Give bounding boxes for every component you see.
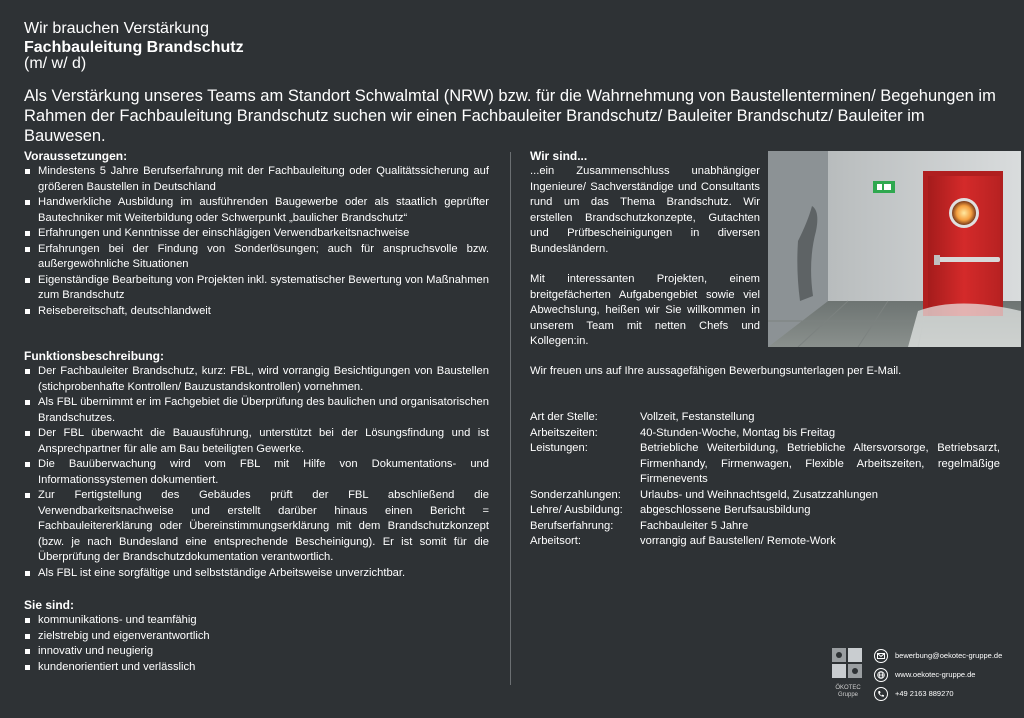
phone-icon — [874, 687, 888, 701]
contact-web-row[interactable] — [874, 665, 1002, 684]
table-row — [530, 441, 1000, 488]
list-item: Als FBL ist eine sorgfältige und selbstständige Arbeitsweise unverzichtbar. — [24, 566, 489, 582]
detail-label: Arbeitszeiten: — [530, 426, 598, 439]
detail-value: 40-Stunden-Woche, Montag bis Freitag — [640, 426, 836, 439]
list-item: Der Fachbauleiter Brandschutz, kurz: FBL, wird vorrangig Besichtigungen von Baustellen (stichprobenhafte Kontrollen/ Bauzustandskontrollen) vornehmen. — [24, 364, 489, 395]
web-icon — [874, 668, 888, 682]
list-item: kommunikations- und teamfähig — [24, 613, 489, 629]
list-item: Zur Fertigstellung des Gebäudes prüft der FBL abschließend die Verwendbarkeitsnachweise und erstellt darüber hinaus einen Bericht = Fachbauleitererklärung oder Übereinstimmungserklärung mit dem Brandschutzkonzept (bzw. je nach Bundesland eine entsprechende Bescheinigung). Er ist somit für die Überprüfung der Brandschutzdokumentation verantwortlich. — [24, 488, 489, 566]
detail-label: Leistungen: — [530, 442, 588, 454]
fire-door-illustration — [768, 151, 1021, 347]
contact-email[interactable]: bewerbung@oekotec-gruppe.de — [895, 651, 1003, 660]
traits-section — [24, 598, 489, 675]
detail-value: abgeschlossene Berufsausbildung — [640, 504, 811, 516]
list-item: Eigenständige Bearbeitung von Projekten inkl. systematischer Bewertung von Maßnahmen zum Brandschutz — [24, 273, 489, 304]
table-row — [530, 534, 1000, 550]
list-item: Mindestens 5 Jahre Berufserfahrung mit der Fachbauleitung oder Qualitätssicherung auf größeren Baustellen in Deutschland — [24, 164, 489, 195]
functions-section — [24, 349, 489, 581]
about-paragraph: ...ein Zusammenschluss unabhängiger Ingenieure/ Sachverständige und Consultants rund um das Thema Brandschutz. Wir erstellen Brandschutzkonzepte, Gutachten und Prüfbescheinigungen in diversen Bundesländern. — [530, 165, 760, 255]
detail-value: Urlaubs- und Weihnachtsgeld, Zusatzzahlungen — [640, 488, 878, 501]
about-title: Wir sind... — [530, 149, 588, 163]
list-item: Handwerkliche Ausbildung im ausführenden Baugewerbe oder als staatlich geprüfter Bautechniker mit Weiterbildung oder Schwerpunkt „baulicher Brandschutz“ — [24, 195, 489, 226]
requirements-section — [24, 149, 489, 319]
detail-label: Lehre/ Ausbildung: — [530, 504, 623, 516]
fire-door-image — [768, 151, 1021, 347]
table-row — [530, 410, 1000, 426]
job-details-table — [530, 410, 1000, 550]
column-divider — [510, 152, 511, 685]
contact-phone[interactable]: +49 2163 889270 — [895, 689, 954, 698]
detail-label: Berufserfahrung: — [530, 519, 614, 532]
contact-block — [874, 646, 1002, 703]
list-item: kundenorientiert und verlässlich — [24, 660, 489, 676]
list-item: Der FBL überwacht die Bauausführung, unterstützt bei der Lösungsfindung und ist Ansprechpartner für alle am Bau beteiligten Gewerke. — [24, 426, 489, 457]
about-paragraph: Mit interessanten Projekten, einem breitgefächerten Aufgabengebiet sowie viel Abwechslung, heißen wir Sie willkommen in unserem Team mit netten Chefs und Kollegen:in. — [530, 273, 760, 347]
application-cta: Wir freuen uns auf Ihre aussagefähigen Bewerbungsunterlagen per E-Mail. — [530, 365, 902, 377]
table-row — [530, 503, 1000, 519]
list-item: Erfahrungen und Kenntnisse der einschlägigen Verwendbarkeitsnachweise — [24, 226, 489, 242]
list-item: Reisebereitschaft, deutschlandweit — [24, 304, 489, 320]
table-row — [530, 488, 1000, 504]
contact-web[interactable]: www.oekotec-gruppe.de — [895, 670, 976, 679]
list-item: Die Bauüberwachung wird vom FBL mit Hilfe von Dokumentations- und Informationssystemen dokumentiert. — [24, 457, 489, 488]
list-item: zielstrebig und eigenverantwortlich — [24, 629, 489, 645]
traits-title: Sie sind: — [24, 598, 75, 612]
detail-label: Sonderzahlungen: — [530, 488, 621, 501]
contact-email-row[interactable] — [874, 646, 1002, 665]
detail-value: vorrangig auf Baustellen/ Remote-Work — [640, 535, 836, 547]
list-item: Erfahrungen bei der Findung von Sonderlösungen; auch für anspruchsvolle bzw. außergewöhnliche Situationen — [24, 242, 489, 273]
intro-text: Als Verstärkung unseres Teams am Standort Schwalmtal (NRW) bzw. für die Wahrnehmung von Baustellenterminen/ Begehungen im Rahmen der Fachbauleitung Brandschutz suchen wir einen Fachbauleiter Brandschutz/ Bauleiter Brandschutz/ Bauleiter im Bauwesen. — [24, 87, 996, 145]
detail-value: Betriebliche Weiterbildung, Betriebliche Altersvorsorge, Betriebsarzt, Firmenhandy, Firmenwagen, Flexible Arbeitszeiten, regelmäßige Firmenevents — [640, 442, 1000, 485]
contact-phone-row[interactable] — [874, 684, 1002, 703]
detail-label: Arbeitsort: — [530, 535, 581, 547]
functions-list — [24, 364, 489, 581]
list-item: Als FBL übernimmt er im Fachgebiet die Überprüfung des baulichen und organisatorischen Brandschutzes. — [24, 395, 489, 426]
logo-mark — [828, 646, 868, 680]
detail-value: Fachbauleiter 5 Jahre — [640, 519, 749, 532]
table-row — [530, 519, 1000, 535]
email-icon — [874, 649, 888, 663]
requirements-title: Voraussetzungen: — [24, 149, 128, 163]
page-title: Fachbauleitung Brandschutz — [24, 39, 244, 56]
page-subtitle: (m/ w/ d) — [24, 55, 87, 72]
requirements-list — [24, 164, 489, 319]
kicker: Wir brauchen Verstärkung — [24, 20, 209, 37]
logo-sub: Gruppe — [837, 692, 858, 698]
detail-value: Vollzeit, Festanstellung — [640, 411, 755, 423]
detail-label: Art der Stelle: — [530, 411, 598, 423]
about-section — [530, 149, 760, 350]
list-item: innovativ und neugierig — [24, 644, 489, 660]
company-logo — [828, 646, 868, 698]
traits-list — [24, 613, 489, 675]
functions-title: Funktionsbeschreibung: — [24, 349, 165, 363]
logo-name: ÖKOTEC — [835, 685, 861, 691]
table-row — [530, 426, 1000, 442]
